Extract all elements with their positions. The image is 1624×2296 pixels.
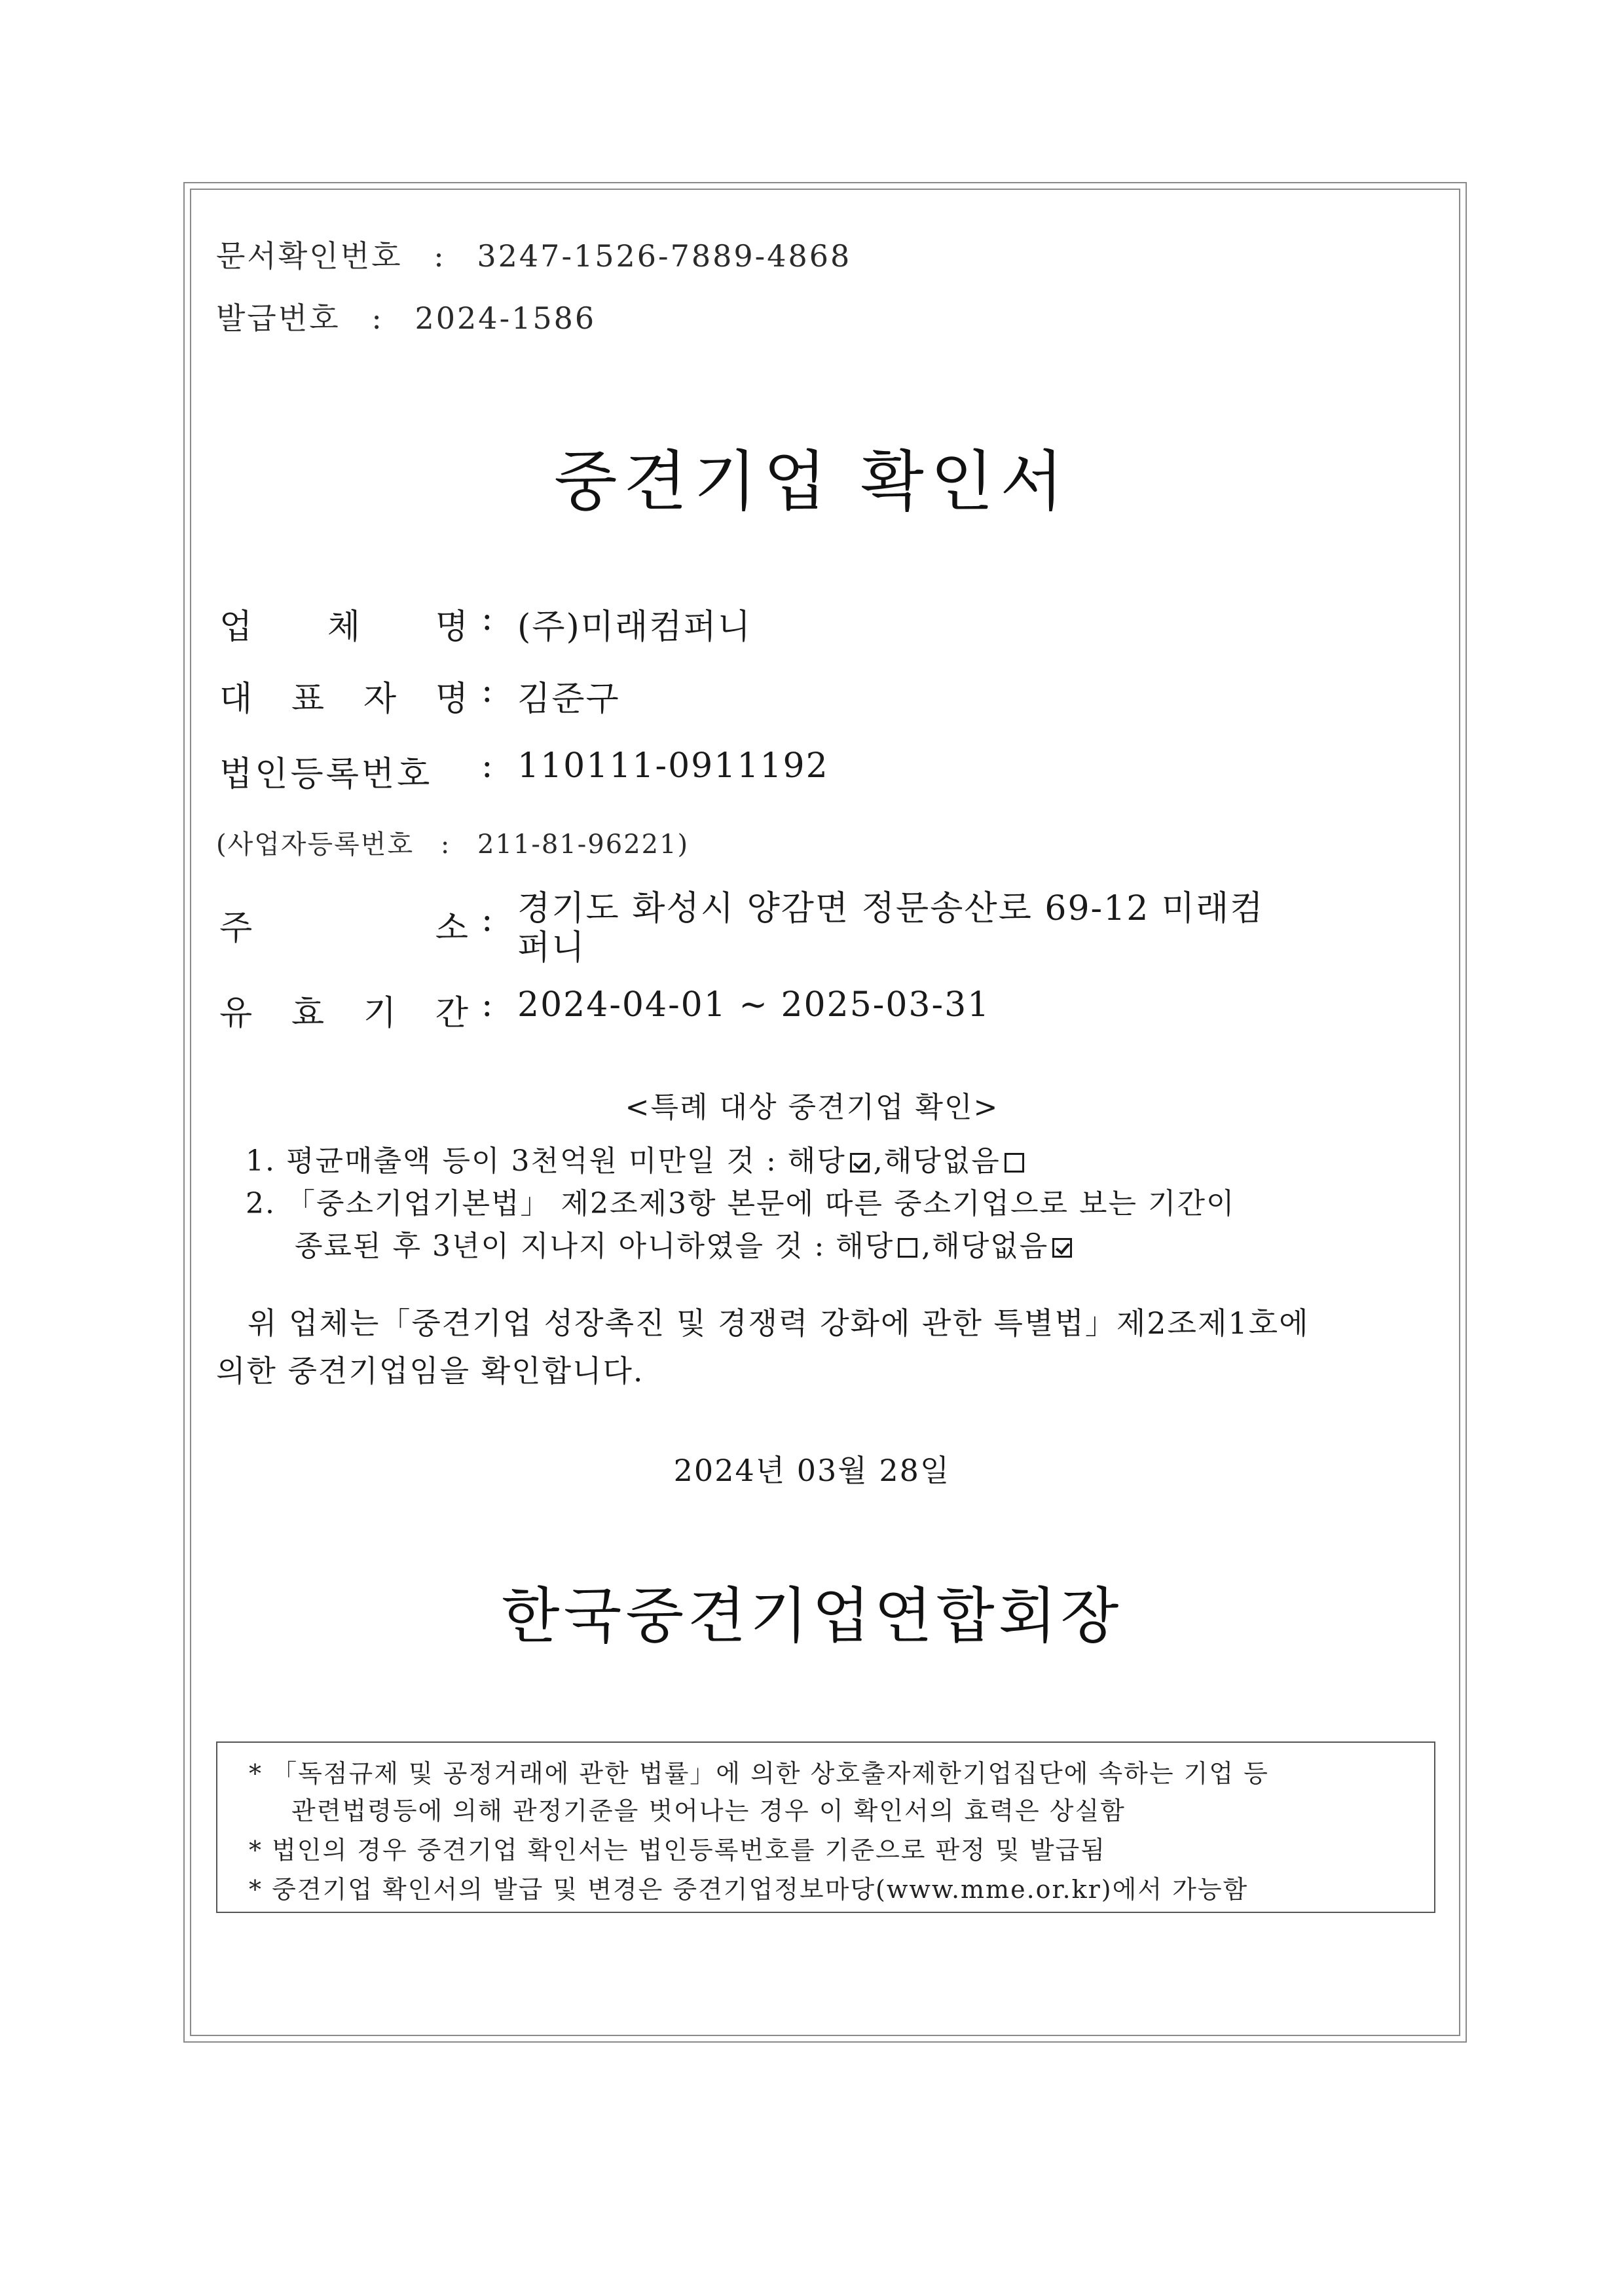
- doc-confirm-label: 문서확인번호: [216, 238, 403, 274]
- biz-reg-colon: :: [440, 829, 451, 860]
- special-item-1-number: 1.: [246, 1144, 276, 1178]
- special-item-2-number: 2.: [246, 1187, 276, 1220]
- biz-reg-value: 211-81-96221): [477, 829, 690, 860]
- document-title: 중견기업 확인서: [554, 443, 1070, 520]
- special-item-1: [246, 1137, 1028, 1179]
- representative-label: 대 표 자 명: [219, 680, 468, 719]
- issue-colon: :: [371, 301, 384, 336]
- special-heading: <특례 대상 중견기업 확인>: [625, 1091, 999, 1124]
- issue-date: 2024년 03월 28일: [673, 1453, 951, 1488]
- corp-reg-label: 법인등록번호: [219, 755, 433, 794]
- address-colon: :: [481, 900, 493, 939]
- notice-3: * 중견기업 확인서의 발급 및 변경은 중견기업정보마당(www.mme.or.kr)에서 가능함: [249, 1875, 1249, 1904]
- special-item-2-not-label: ,해당없음: [921, 1230, 1049, 1263]
- confirmation-line-1: 위 업체는「중견기업 성장촉진 및 경쟁력 강화에 관한 특별법」제2조제1호에: [248, 1305, 1310, 1341]
- special-item-1-not-label: ,해당없음: [873, 1144, 1001, 1178]
- doc-confirm-colon: :: [434, 238, 446, 274]
- address-label: 주 소: [219, 909, 468, 948]
- company-name-colon: :: [481, 599, 493, 638]
- issuer-name: 한국중견기업연합회장: [501, 1581, 1123, 1651]
- corp-reg-value: 110111-0911192: [517, 746, 829, 786]
- notice-1-line-1: * 「독점규제 및 공정거래에 관한 법률」에 의한 상호출자제한기업집단에 속하는 기업 등: [249, 1759, 1269, 1788]
- confirmation-line-2: 의한 중견기업임을 확인합니다.: [216, 1353, 644, 1389]
- company-name-label: 업 체 명: [219, 608, 468, 647]
- validity-value: 2024-04-01 ~ 2025-03-31: [517, 985, 991, 1025]
- item1-applies-checkbox: [850, 1153, 870, 1173]
- notice-1-line-2: 관련법령등에 의해 관정기준을 벗어나는 경우 이 확인서의 효력은 상실함: [291, 1796, 1126, 1825]
- special-item-2-line1: [246, 1180, 1236, 1222]
- special-item-2-line2: [295, 1222, 1076, 1264]
- special-item-2-text-1: 「중소기업기본법」 제2조제3항 본문에 따른 중소기업으로 보는 기간이: [286, 1187, 1236, 1220]
- special-item-2-text-2: 종료된 후 3년이 지나지 아니하였을 것 : 해당: [295, 1230, 895, 1263]
- doc-confirm-line: [216, 232, 851, 276]
- validity-label: 유 효 기 간: [219, 994, 468, 1033]
- address-line1: 경기도 화성시 양감면 정문송산로 69-12 미래컴: [517, 889, 1264, 928]
- special-item-1-text: 평균매출액 등이 3천억원 미만일 것 : 해당: [286, 1144, 846, 1178]
- company-name-value: (주)미래컴퍼니: [517, 608, 752, 647]
- issue-number: 2024-1586: [415, 301, 597, 336]
- item1-not-applies-checkbox: [1005, 1153, 1024, 1173]
- representative-colon: :: [481, 671, 493, 710]
- item2-applies-checkbox: [898, 1238, 917, 1258]
- biz-reg-label: (사업자등록번호: [216, 829, 415, 860]
- issue-label: 발급번호: [216, 301, 341, 336]
- issue-number-line: [216, 295, 596, 338]
- representative-value: 김준구: [517, 680, 620, 719]
- biz-reg-line: [216, 824, 689, 861]
- address-line2: 퍼니: [517, 928, 586, 968]
- notice-2: * 법인의 경우 중견기업 확인서는 법인등록번호를 기준으로 판정 및 발급됨: [249, 1836, 1106, 1865]
- doc-confirm-number: 3247-1526-7889-4868: [477, 238, 852, 274]
- corp-reg-colon: :: [481, 746, 493, 786]
- validity-colon: :: [481, 985, 493, 1025]
- item2-not-applies-checkbox: [1052, 1238, 1072, 1258]
